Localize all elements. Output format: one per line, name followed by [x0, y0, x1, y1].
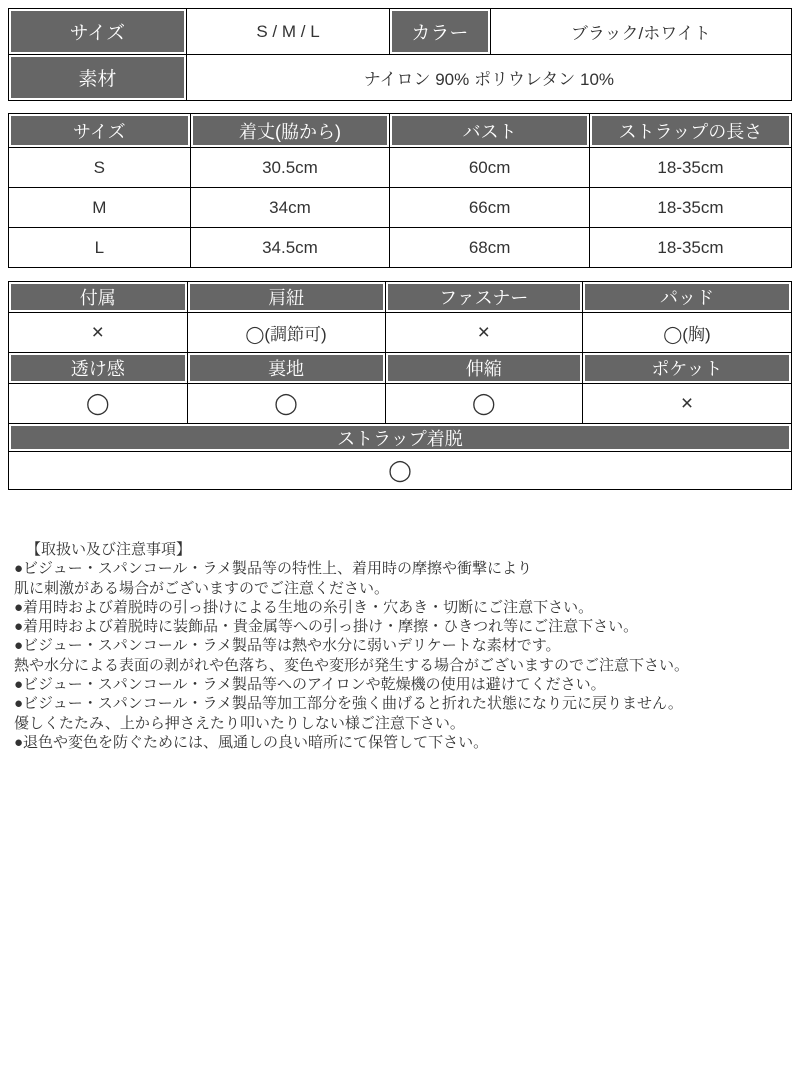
measurements-table — [8, 113, 792, 268]
size-s-strap: 18-35cm — [589, 148, 791, 188]
care-note-line: ●着用時および着脱時の引っ掛けによる生地の糸引き・穴あき・切断にご注意下さい。 — [14, 598, 594, 616]
strap-header-row — [9, 424, 792, 452]
size-l-cell: L — [9, 228, 191, 268]
care-note-line: 熱や水分による表面の剥がれや色落ち、変色や変形が発生する場合がございますのでご注意下さい。 — [14, 656, 690, 674]
size-m-cell: M — [9, 188, 191, 228]
strap-detach-value: ◯ — [9, 452, 792, 490]
pad-value: ◯(胸) — [582, 313, 791, 353]
stretch-value: ◯ — [385, 384, 582, 424]
size-s-length: 30.5cm — [190, 148, 390, 188]
care-note-line: 優しくたたみ、上から押さえたり叩いたりしない様ご注意下さい。 — [14, 714, 465, 732]
zipper-value: × — [385, 313, 582, 353]
care-note-line: ●着用時および着脱時に装飾品・貴金属等への引っ掛け・摩擦・ひきつれ等にご注意下さい。 — [14, 618, 639, 636]
table-row — [9, 228, 792, 268]
size-color-material-table — [8, 8, 792, 101]
care-note-line: 肌に刺激がある場合がございますのでご注意ください。 — [14, 579, 390, 597]
size-m-bust: 66cm — [390, 188, 590, 228]
header-pocket: ポケット — [582, 353, 791, 384]
table-row — [9, 148, 792, 188]
care-notes-section — [8, 540, 792, 752]
header-sheerness: 透け感 — [9, 353, 188, 384]
care-note-line: ●退色や変色を防ぐためには、風通しの良い暗所にて保管して下さい。 — [14, 733, 489, 751]
size-m-strap: 18-35cm — [589, 188, 791, 228]
size-l-strap: 18-35cm — [589, 228, 791, 268]
shoulder-strap-value: ◯(調節可) — [187, 313, 385, 353]
strap-value-row — [9, 452, 792, 490]
header-strap-detach: ストラップ着脱 — [9, 424, 792, 452]
col-header-bust: バスト — [390, 114, 590, 148]
care-note-line: ●ビジュー・スパンコール・ラメ製品等は熱や水分に弱いデリケートな素材です。 — [14, 637, 561, 655]
material-label-cell: 素材 — [9, 55, 187, 101]
col-header-size: サイズ — [9, 114, 191, 148]
sheerness-value: ◯ — [9, 384, 188, 424]
col-header-length: 着丈(脇から) — [190, 114, 390, 148]
size-l-bust: 68cm — [390, 228, 590, 268]
lining-value: ◯ — [187, 384, 385, 424]
color-value-cell: ブラック/ホワイト — [490, 9, 791, 55]
features-value-row-1 — [9, 313, 792, 353]
color-label-cell: カラー — [390, 9, 490, 55]
care-note-line: ●ビジュー・スパンコール・ラメ製品等の特性上、着用時の摩擦や衝撃により — [14, 560, 533, 578]
header-shoulder-strap: 肩紐 — [187, 282, 385, 313]
header-zipper: ファスナー — [385, 282, 582, 313]
care-note-line: ●ビジュー・スパンコール・ラメ製品等へのアイロンや乾燥機の使用は避けてください。 — [14, 676, 606, 694]
measurements-header-row — [9, 114, 792, 148]
features-value-row-2 — [9, 384, 792, 424]
care-note-line: ●ビジュー・スパンコール・ラメ製品等加工部分を強く曲げると折れた状態になり元に戻りません。 — [14, 695, 683, 713]
col-header-strap-length: ストラップの長さ — [589, 114, 791, 148]
size-l-length: 34.5cm — [190, 228, 390, 268]
size-m-length: 34cm — [190, 188, 390, 228]
features-header-row-1 — [9, 282, 792, 313]
material-value-cell: ナイロン 90% ポリウレタン 10% — [186, 55, 791, 101]
care-notes-title: 【取扱い及び注意事項】 — [26, 541, 192, 558]
header-pad: パッド — [582, 282, 791, 313]
size-label-cell: サイズ — [9, 9, 187, 55]
table-row — [9, 188, 792, 228]
size-s-cell: S — [9, 148, 191, 188]
accessory-value: × — [9, 313, 188, 353]
pocket-value: × — [582, 384, 791, 424]
header-stretch: 伸縮 — [385, 353, 582, 384]
size-s-bust: 60cm — [390, 148, 590, 188]
features-table — [8, 281, 792, 490]
header-lining: 裏地 — [187, 353, 385, 384]
header-accessory: 付属 — [9, 282, 188, 313]
features-header-row-2 — [9, 353, 792, 384]
size-value-cell: S / M / L — [186, 9, 390, 55]
